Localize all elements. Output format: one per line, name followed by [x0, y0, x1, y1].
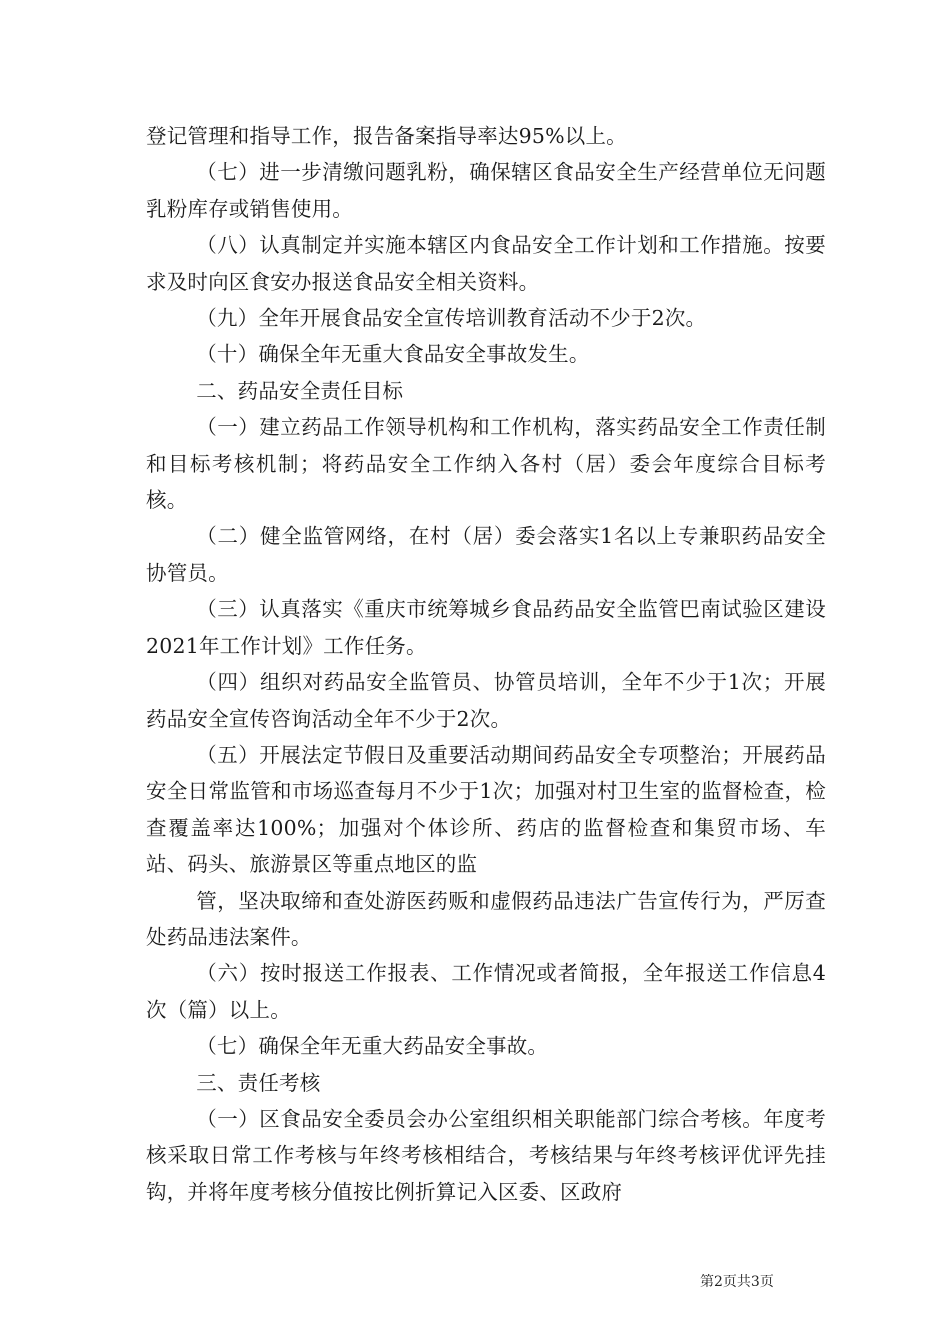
paragraph: （三）认真落实《重庆市统筹城乡食品药品安全监管巴南试验区建设2021年工作计划》工作任务。 [146, 597, 826, 658]
paragraph: （一）建立药品工作领导机构和工作机构，落实药品安全工作责任制和目标考核机制；将药品安全工作纳入各村（居）委会年度综合目标考核。 [146, 415, 826, 513]
paragraph: （五）开展法定节假日及重要活动期间药品安全专项整治；开展药品安全日常监管和市场巡查每月不少于1次；加强对村卫生室的监督检查，检查覆盖率达100%；加强对个体诊所、药店的监督检查和集贸市场、车站、码头、旅游景区等重点地区的监 [146, 742, 826, 877]
paragraph: 登记管理和指导工作，报告备案指导率达95%以上。 [146, 124, 627, 148]
paragraph: 管，坚决取缔和查处游医药贩和虚假药品违法广告宣传行为，严厉查处药品违法案件。 [146, 888, 826, 949]
paragraph: 三、责任考核 [196, 1070, 321, 1095]
paragraph: （八）认真制定并实施本辖区内食品安全工作计划和工作措施。按要求及时向区食安办报送食品安全相关资料。 [146, 233, 826, 294]
paragraph: （六）按时报送工作报表、工作情况或者简报，全年报送工作信息4次（篇）以上。 [146, 961, 826, 1022]
page-number-footer: 第2页共3页 [700, 1274, 774, 1290]
document-body [146, 118, 826, 1210]
paragraph: （七）确保全年无重大药品安全事故。 [196, 1034, 549, 1059]
paragraph: 二、药品安全责任目标 [196, 378, 404, 403]
paragraph: （七）进一步清缴问题乳粉，确保辖区食品安全生产经营单位无问题乳粉库存或销售使用。 [146, 160, 826, 221]
paragraph: （一）区食品安全委员会办公室组织相关职能部门综合考核。年度考核采取日常工作考核与年终考核相结合，考核结果与年终考核评优评先挂钩，并将年度考核分值按比例折算记入区委、区政府 [146, 1106, 826, 1204]
paragraph: （十）确保全年无重大食品安全事故发生。 [196, 342, 590, 367]
paragraph: （二）健全监管网络，在村（居）委会落实1名以上专兼职药品安全协管员。 [146, 524, 826, 585]
paragraph: （四）组织对药品安全监管员、协管员培训，全年不少于1次；开展药品安全宣传咨询活动全年不少于2次。 [146, 670, 826, 731]
paragraph: （九）全年开展食品安全宣传培训教育活动不少于2次。 [196, 306, 707, 331]
